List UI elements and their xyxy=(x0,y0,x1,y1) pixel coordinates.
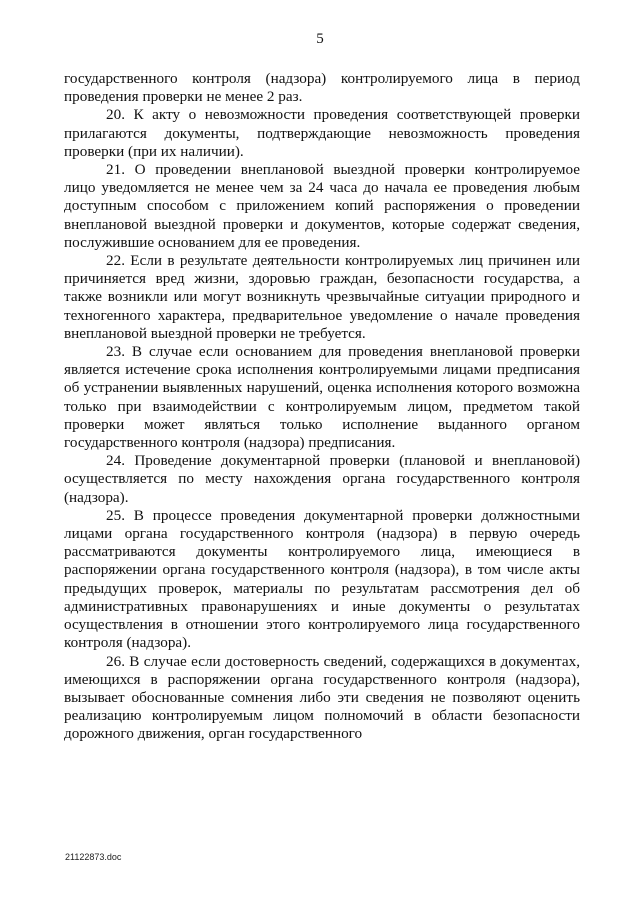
paragraph-24: 24. Проведение документарной проверки (плановой и внеплановой) осуществляется по месту нахождения органа государственного контроля (надзора). xyxy=(64,452,580,506)
document-file-code: 21122873.doc xyxy=(65,852,122,862)
paragraph-26: 26. В случае если достоверность сведений, содержащихся в документах, имеющихся в распоряжении органа государственного контроля (надзора), вызывает обоснованные сомнения либо эти сведения не позволяют оценить реализацию контролируемым лицом полномочий в области безопасности дорожного движения, орган государственного xyxy=(64,652,580,743)
paragraph-20: 20. К акту о невозможности проведения соответствующей проверки прилагаются документы, подтверждающие невозможность проведения проверки (при их наличии). xyxy=(64,106,580,160)
paragraph-continued: государственного контроля (надзора) контролируемого лица в период проведения проверки не менее 2 раз. xyxy=(64,70,580,106)
document-body xyxy=(64,70,580,744)
page-number: 5 xyxy=(316,31,324,47)
paragraph-22: 22. Если в результате деятельности контролируемых лиц причинен или причиняется вред жизни, здоровью граждан, безопасности государства, а также возникли или могут возникнуть чрезвычайные ситуации природного и техногенного характера, предварительное уведомление о начале проведения внеплановой выездной проверки не требуется. xyxy=(64,252,580,342)
paragraph-23: 23. В случае если основанием для проведения внеплановой проверки является истечение срока исполнения контролируемыми лицами предписания об устранении выявленных нарушений, оценка исполнения которого возможна только при взаимодействии с контролируемым лицом, предметом такой проверки может являться только исполнение выданного органом государственного контроля (надзора) предписания. xyxy=(64,343,580,452)
paragraph-25: 25. В процессе проведения документарной проверки должностными лицами органа государственного контроля (надзора) в первую очередь рассматриваются документы контролируемого лица, имеющиеся в распоряжении органа государственного контроля (надзора), в том числе акты предыдущих проверок, материалы по результатам рассмотрения дел об административных правонарушениях и иные документы о результатах осуществления в отношении этого контролируемого лица государственного контроля (надзора). xyxy=(64,506,580,652)
paragraph-21: 21. О проведении внеплановой выездной проверки контролируемое лицо уведомляется не менее чем за 24 часа до начала ее проведения любым доступным способом с приложением копий распоряжения о проведении внеплановой выездной проверки и документов, которые содержат сведения, послужившие основанием для ее проведения. xyxy=(64,161,580,251)
